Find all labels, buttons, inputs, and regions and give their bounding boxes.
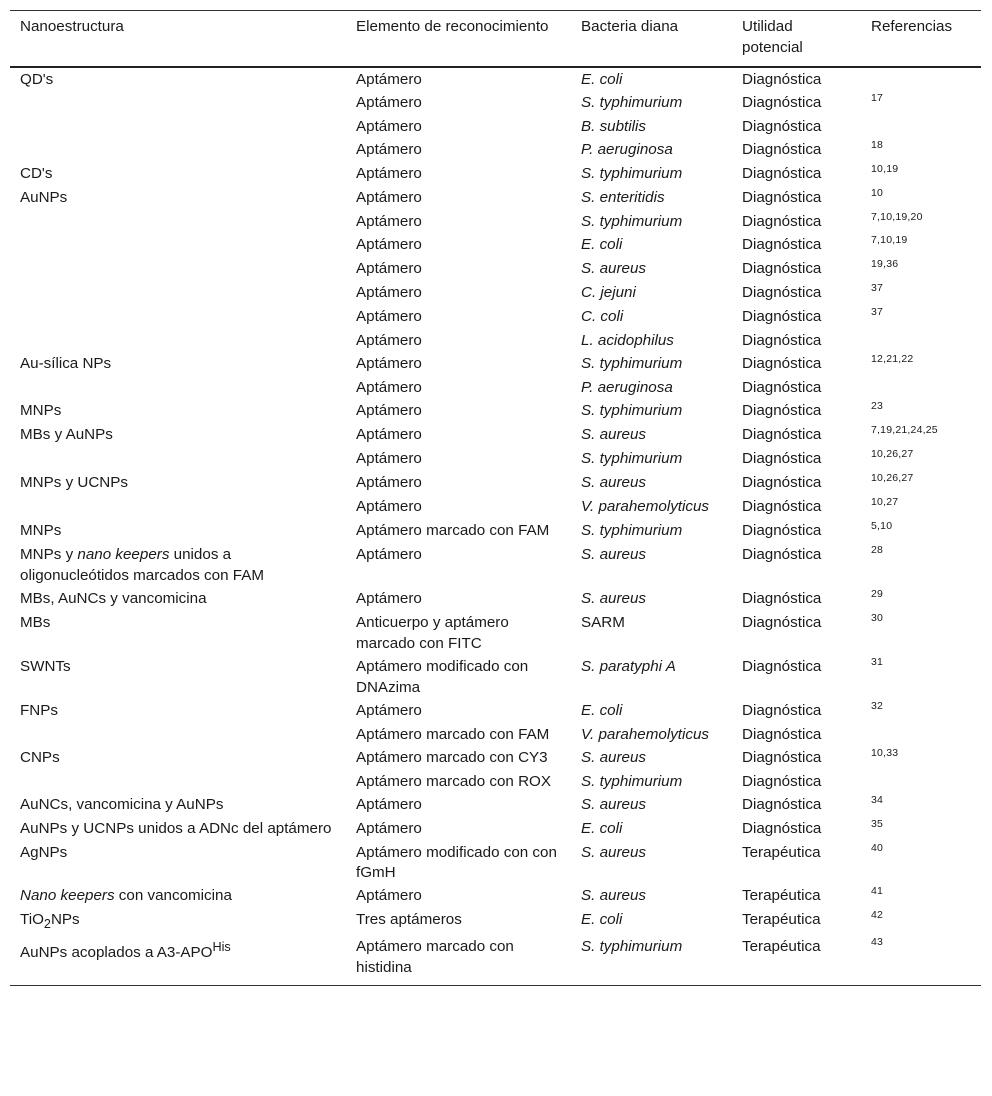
cell-nanoestructura	[10, 282, 346, 306]
header-elemento: Elemento de reconocimiento	[356, 18, 549, 35]
cell-referencias	[861, 448, 981, 472]
table-row	[10, 282, 981, 306]
cell-referencias	[861, 400, 981, 424]
cell-nanoestructura	[10, 612, 346, 656]
cell-referencias	[861, 258, 981, 282]
cell-bacteria: B. subtilis	[581, 117, 646, 135]
cell-bacteria: C. coli	[581, 308, 624, 326]
cell-referencias	[861, 282, 981, 306]
nano-text-part: CNPs	[20, 748, 60, 766]
nano-text-part: AuNCs, vancomicina y AuNPs	[20, 795, 224, 813]
cell-bacteria: S. typhimurium	[581, 212, 683, 230]
cell-nanoestructura	[10, 909, 346, 936]
table-row	[10, 724, 981, 747]
cell-bacteria: S. typhimurium	[581, 164, 683, 182]
cell-bacteria: P. aeruginosa	[581, 379, 673, 397]
cell-nanoestructura	[10, 234, 346, 258]
cell-referencias	[861, 330, 981, 353]
cell-bacteria: S. aureus	[581, 546, 647, 564]
cell-nanoestructura	[10, 885, 346, 909]
cell-bacteria: S. aureus	[581, 260, 647, 278]
cell-nanoestructura	[10, 724, 346, 747]
cell-utilidad: Terapéutica	[742, 938, 821, 956]
nano-text-part: Nano keepers	[20, 887, 115, 905]
cell-referencias	[861, 747, 981, 771]
table-row	[10, 885, 981, 909]
cell-nanoestructura	[10, 258, 346, 282]
cell-referencias	[861, 139, 981, 163]
cell-utilidad: Diagnóstica	[742, 355, 822, 373]
cell-bacteria: S. typhimurium	[581, 93, 683, 111]
cell-nanoestructura	[10, 424, 346, 448]
cell-nanoestructura	[10, 330, 346, 353]
cell-nanoestructura	[10, 67, 346, 92]
cell-bacteria: S. typhimurium	[581, 772, 683, 790]
cell-referencias	[861, 612, 981, 656]
cell-elemento: Aptámero	[356, 402, 422, 420]
cell-referencias	[861, 116, 981, 139]
cell-utilidad: Diagnóstica	[742, 772, 822, 790]
nano-text-part: MBs, AuNCs y vancomicina	[20, 590, 207, 608]
cell-nanoestructura	[10, 496, 346, 520]
cell-utilidad: Diagnóstica	[742, 819, 822, 837]
cell-referencias	[861, 377, 981, 400]
cell-elemento: Aptámero	[356, 887, 422, 905]
table-row	[10, 400, 981, 424]
cell-utilidad: Diagnóstica	[742, 332, 822, 350]
reference-superscript: 34	[871, 793, 884, 806]
cell-utilidad: Diagnóstica	[742, 212, 822, 230]
header-bacteria: Bacteria diana	[581, 18, 679, 35]
table-row	[10, 377, 981, 400]
cell-utilidad: Diagnóstica	[742, 308, 822, 326]
cell-nanoestructura	[10, 163, 346, 187]
cell-nanoestructura	[10, 92, 346, 116]
cell-elemento: Aptámero modificado con DNAzima	[356, 657, 529, 696]
nano-text-part: Au-sílica NPs	[20, 355, 112, 373]
table-row	[10, 747, 981, 771]
nano-text-part: SWNTs	[20, 657, 71, 675]
reference-superscript: 43	[871, 936, 884, 949]
nano-text-part: AuNPs acoplados a A3-APO	[20, 944, 213, 962]
table-row	[10, 163, 981, 187]
header-nanoestructura: Nanoestructura	[20, 18, 124, 35]
table-container	[10, 10, 981, 986]
cell-bacteria: E. coli	[581, 70, 623, 88]
cell-utilidad: Diagnóstica	[742, 426, 822, 444]
cell-utilidad: Diagnóstica	[742, 474, 822, 492]
cell-nanoestructura	[10, 377, 346, 400]
cell-referencias	[861, 936, 981, 985]
cell-nanoestructura	[10, 544, 346, 588]
cell-elemento: Aptámero	[356, 498, 422, 516]
reference-superscript: 35	[871, 817, 884, 830]
table-row	[10, 211, 981, 235]
cell-referencias	[861, 909, 981, 936]
nano-text-part: 2	[43, 917, 51, 932]
table-body	[10, 67, 981, 986]
cell-bacteria: S. aureus	[581, 887, 647, 905]
nano-text-part: unidos a oligonucleótidos marcados con FAM	[20, 546, 264, 585]
reference-superscript: 32	[871, 699, 884, 712]
cell-elemento: Aptámero	[356, 70, 422, 88]
cell-referencias	[861, 588, 981, 612]
nano-text-part: MBs	[20, 614, 51, 632]
cell-bacteria: S. aureus	[581, 426, 647, 444]
reference-superscript: 37	[871, 306, 884, 319]
nano-text-part: CD's	[20, 164, 53, 182]
cell-elemento: Aptámero	[356, 236, 422, 254]
cell-referencias	[861, 163, 981, 187]
cell-bacteria: E. coli	[581, 911, 623, 929]
nano-text-part: MNPs y	[20, 546, 78, 564]
cell-bacteria: S. aureus	[581, 474, 647, 492]
cell-utilidad: Diagnóstica	[742, 140, 822, 158]
table-row	[10, 818, 981, 842]
nano-text-part: His	[212, 940, 231, 955]
cell-nanoestructura	[10, 448, 346, 472]
cell-nanoestructura	[10, 656, 346, 700]
cell-elemento: Aptámero	[356, 164, 422, 182]
nano-text-part: MNPs	[20, 522, 62, 540]
table-header-row	[10, 11, 981, 67]
cell-bacteria: S. typhimurium	[581, 522, 683, 540]
cell-utilidad: Diagnóstica	[742, 795, 822, 813]
table-row	[10, 92, 981, 116]
table-row	[10, 187, 981, 211]
cell-elemento: Aptámero	[356, 93, 422, 111]
table-row	[10, 67, 981, 92]
cell-utilidad: Diagnóstica	[742, 117, 822, 135]
cell-referencias	[861, 520, 981, 544]
table-row	[10, 612, 981, 656]
cell-nanoestructura	[10, 747, 346, 771]
cell-nanoestructura	[10, 818, 346, 842]
cell-elemento: Aptámero	[356, 546, 422, 564]
table-row	[10, 520, 981, 544]
cell-bacteria: E. coli	[581, 819, 623, 837]
nano-text-part: TiO	[20, 911, 44, 929]
reference-superscript: 10,19	[871, 162, 899, 175]
cell-referencias	[861, 544, 981, 588]
cell-elemento: Tres aptámeros	[356, 911, 462, 929]
cell-bacteria: P. aeruginosa	[581, 140, 673, 158]
cell-referencias	[861, 724, 981, 747]
cell-elemento: Anticuerpo y aptámero marcado con FITC	[356, 614, 509, 652]
table-row	[10, 909, 981, 936]
cell-bacteria: S. typhimurium	[581, 355, 683, 373]
cell-bacteria: E. coli	[581, 701, 623, 719]
cell-utilidad: Diagnóstica	[742, 450, 822, 468]
cell-bacteria: S. paratyphi A	[581, 657, 676, 675]
cell-utilidad: Terapéutica	[742, 887, 821, 905]
cell-elemento: Aptámero	[356, 819, 422, 837]
nanostructure-table	[10, 10, 981, 986]
cell-elemento: Aptámero modificado con con fGmH	[356, 843, 557, 882]
cell-utilidad: Diagnóstica	[742, 188, 822, 206]
cell-bacteria: S. typhimurium	[581, 938, 683, 956]
table-row	[10, 588, 981, 612]
cell-referencias	[861, 700, 981, 724]
cell-bacteria: S. aureus	[581, 843, 647, 861]
reference-superscript: 5,10	[871, 520, 893, 533]
cell-utilidad: Diagnóstica	[742, 546, 822, 564]
cell-elemento: Aptámero	[356, 117, 422, 135]
cell-utilidad: Diagnóstica	[742, 70, 822, 88]
cell-utilidad: Diagnóstica	[742, 402, 822, 420]
table-row	[10, 771, 981, 794]
cell-elemento: Aptámero	[356, 332, 422, 350]
cell-elemento: Aptámero	[356, 795, 422, 813]
cell-utilidad: Diagnóstica	[742, 164, 822, 182]
cell-referencias	[861, 496, 981, 520]
cell-referencias	[861, 353, 981, 377]
cell-bacteria: S. enteritidis	[581, 188, 665, 206]
nano-text-part: MBs y AuNPs	[20, 426, 113, 444]
cell-bacteria: S. aureus	[581, 795, 647, 813]
table-row	[10, 544, 981, 588]
cell-referencias	[861, 794, 981, 818]
table-row	[10, 139, 981, 163]
nano-text-part: MNPs y UCNPs	[20, 474, 129, 492]
cell-nanoestructura	[10, 700, 346, 724]
table-row	[10, 306, 981, 330]
table-row	[10, 700, 981, 724]
cell-utilidad: Diagnóstica	[742, 725, 822, 743]
cell-elemento: Aptámero	[356, 260, 422, 278]
cell-nanoestructura	[10, 116, 346, 139]
cell-elemento: Aptámero marcado con CY3	[356, 748, 548, 766]
table-row	[10, 656, 981, 700]
cell-utilidad: Diagnóstica	[742, 590, 822, 608]
cell-nanoestructura	[10, 520, 346, 544]
reference-superscript: 7,10,19,20	[871, 210, 923, 223]
cell-bacteria: C. jejuni	[581, 284, 636, 302]
cell-referencias	[861, 472, 981, 496]
cell-nanoestructura	[10, 187, 346, 211]
reference-superscript: 18	[871, 138, 884, 151]
table-row	[10, 258, 981, 282]
cell-nanoestructura	[10, 306, 346, 330]
reference-superscript: 10,33	[871, 746, 899, 759]
table-row	[10, 353, 981, 377]
cell-elemento: Aptámero	[356, 212, 422, 230]
reference-superscript: 42	[871, 909, 884, 922]
table-row	[10, 424, 981, 448]
table-row	[10, 794, 981, 818]
nano-text-part: AuNPs y UCNPs unidos a ADNc del aptámero	[20, 819, 332, 837]
reference-superscript: 10,26,27	[871, 472, 914, 485]
cell-utilidad: Diagnóstica	[742, 93, 822, 111]
cell-nanoestructura	[10, 400, 346, 424]
cell-elemento: Aptámero marcado con histidina	[356, 938, 514, 977]
reference-superscript: 10,26,27	[871, 448, 914, 461]
cell-utilidad: Diagnóstica	[742, 748, 822, 766]
cell-referencias	[861, 424, 981, 448]
cell-referencias	[861, 67, 981, 92]
cell-elemento: Aptámero	[356, 450, 422, 468]
cell-bacteria: V. parahemolyticus	[581, 498, 710, 516]
table-row	[10, 116, 981, 139]
cell-nanoestructura	[10, 794, 346, 818]
nano-text-part: QD's	[20, 70, 54, 88]
cell-referencias	[861, 818, 981, 842]
cell-utilidad: Diagnóstica	[742, 614, 822, 632]
cell-utilidad: Terapéutica	[742, 911, 821, 929]
cell-elemento: Aptámero	[356, 474, 422, 492]
cell-referencias	[861, 92, 981, 116]
nano-text-part: AuNPs	[20, 188, 68, 206]
cell-bacteria: E. coli	[581, 236, 623, 254]
cell-elemento: Aptámero	[356, 188, 422, 206]
reference-superscript: 12,21,22	[871, 353, 914, 366]
cell-elemento: Aptámero	[356, 284, 422, 302]
cell-elemento: Aptámero marcado con ROX	[356, 772, 551, 790]
cell-bacteria: SARM	[581, 614, 625, 632]
reference-superscript: 10	[871, 186, 884, 199]
reference-superscript: 19,36	[871, 258, 899, 271]
cell-bacteria: S. typhimurium	[581, 450, 683, 468]
cell-referencias	[861, 234, 981, 258]
cell-bacteria: S. typhimurium	[581, 402, 683, 420]
cell-utilidad: Diagnóstica	[742, 498, 822, 516]
reference-superscript: 30	[871, 612, 884, 625]
reference-superscript: 7,19,21,24,25	[871, 424, 938, 437]
cell-elemento: Aptámero	[356, 701, 422, 719]
reference-superscript: 41	[871, 885, 884, 898]
cell-nanoestructura	[10, 842, 346, 886]
cell-utilidad: Diagnóstica	[742, 284, 822, 302]
cell-elemento: Aptámero	[356, 308, 422, 326]
cell-elemento: Aptámero marcado con FAM	[356, 522, 550, 540]
header-utilidad: Utilidad potencial	[742, 18, 803, 56]
cell-utilidad: Diagnóstica	[742, 236, 822, 254]
reference-superscript: 7,10,19	[871, 234, 908, 247]
cell-utilidad: Terapéutica	[742, 843, 821, 861]
reference-superscript: 40	[871, 841, 884, 854]
cell-elemento: Aptámero	[356, 379, 422, 397]
cell-utilidad: Diagnóstica	[742, 379, 822, 397]
nano-text-part: FNPs	[20, 701, 58, 719]
cell-referencias	[861, 771, 981, 794]
table-row	[10, 234, 981, 258]
cell-bacteria: S. aureus	[581, 590, 647, 608]
cell-nanoestructura	[10, 588, 346, 612]
cell-bacteria: S. aureus	[581, 748, 647, 766]
cell-nanoestructura	[10, 472, 346, 496]
cell-nanoestructura	[10, 936, 346, 985]
table-row	[10, 842, 981, 886]
table-row	[10, 496, 981, 520]
cell-referencias	[861, 885, 981, 909]
cell-nanoestructura	[10, 353, 346, 377]
nano-text-part: AgNPs	[20, 843, 68, 861]
header-referencias: Referencias	[871, 18, 953, 35]
cell-elemento: Aptámero	[356, 140, 422, 158]
table-row	[10, 472, 981, 496]
reference-superscript: 28	[871, 544, 884, 557]
cell-elemento: Aptámero	[356, 426, 422, 444]
nano-text-part: con vancomicina	[114, 887, 232, 905]
cell-elemento: Aptámero	[356, 355, 422, 373]
reference-superscript: 29	[871, 588, 884, 601]
cell-utilidad: Diagnóstica	[742, 522, 822, 540]
cell-referencias	[861, 306, 981, 330]
reference-superscript: 23	[871, 400, 884, 413]
cell-elemento: Aptámero marcado con FAM	[356, 725, 550, 743]
cell-referencias	[861, 656, 981, 700]
table-row	[10, 936, 981, 985]
nano-text-part: NPs	[50, 911, 80, 929]
cell-bacteria: L. acidophilus	[581, 332, 674, 350]
cell-elemento: Aptámero	[356, 590, 422, 608]
cell-utilidad: Diagnóstica	[742, 657, 822, 675]
table-row	[10, 448, 981, 472]
reference-superscript: 31	[871, 655, 884, 668]
cell-nanoestructura	[10, 139, 346, 163]
cell-nanoestructura	[10, 211, 346, 235]
cell-utilidad: Diagnóstica	[742, 701, 822, 719]
cell-bacteria: V. parahemolyticus	[581, 725, 710, 743]
reference-superscript: 10,27	[871, 496, 899, 509]
cell-utilidad: Diagnóstica	[742, 260, 822, 278]
nano-text-part: nano keepers	[77, 546, 170, 564]
table-row	[10, 330, 981, 353]
cell-nanoestructura	[10, 771, 346, 794]
cell-referencias	[861, 187, 981, 211]
reference-superscript: 17	[871, 91, 884, 104]
nano-text-part: MNPs	[20, 402, 62, 420]
cell-referencias	[861, 842, 981, 886]
reference-superscript: 37	[871, 282, 884, 295]
cell-referencias	[861, 211, 981, 235]
